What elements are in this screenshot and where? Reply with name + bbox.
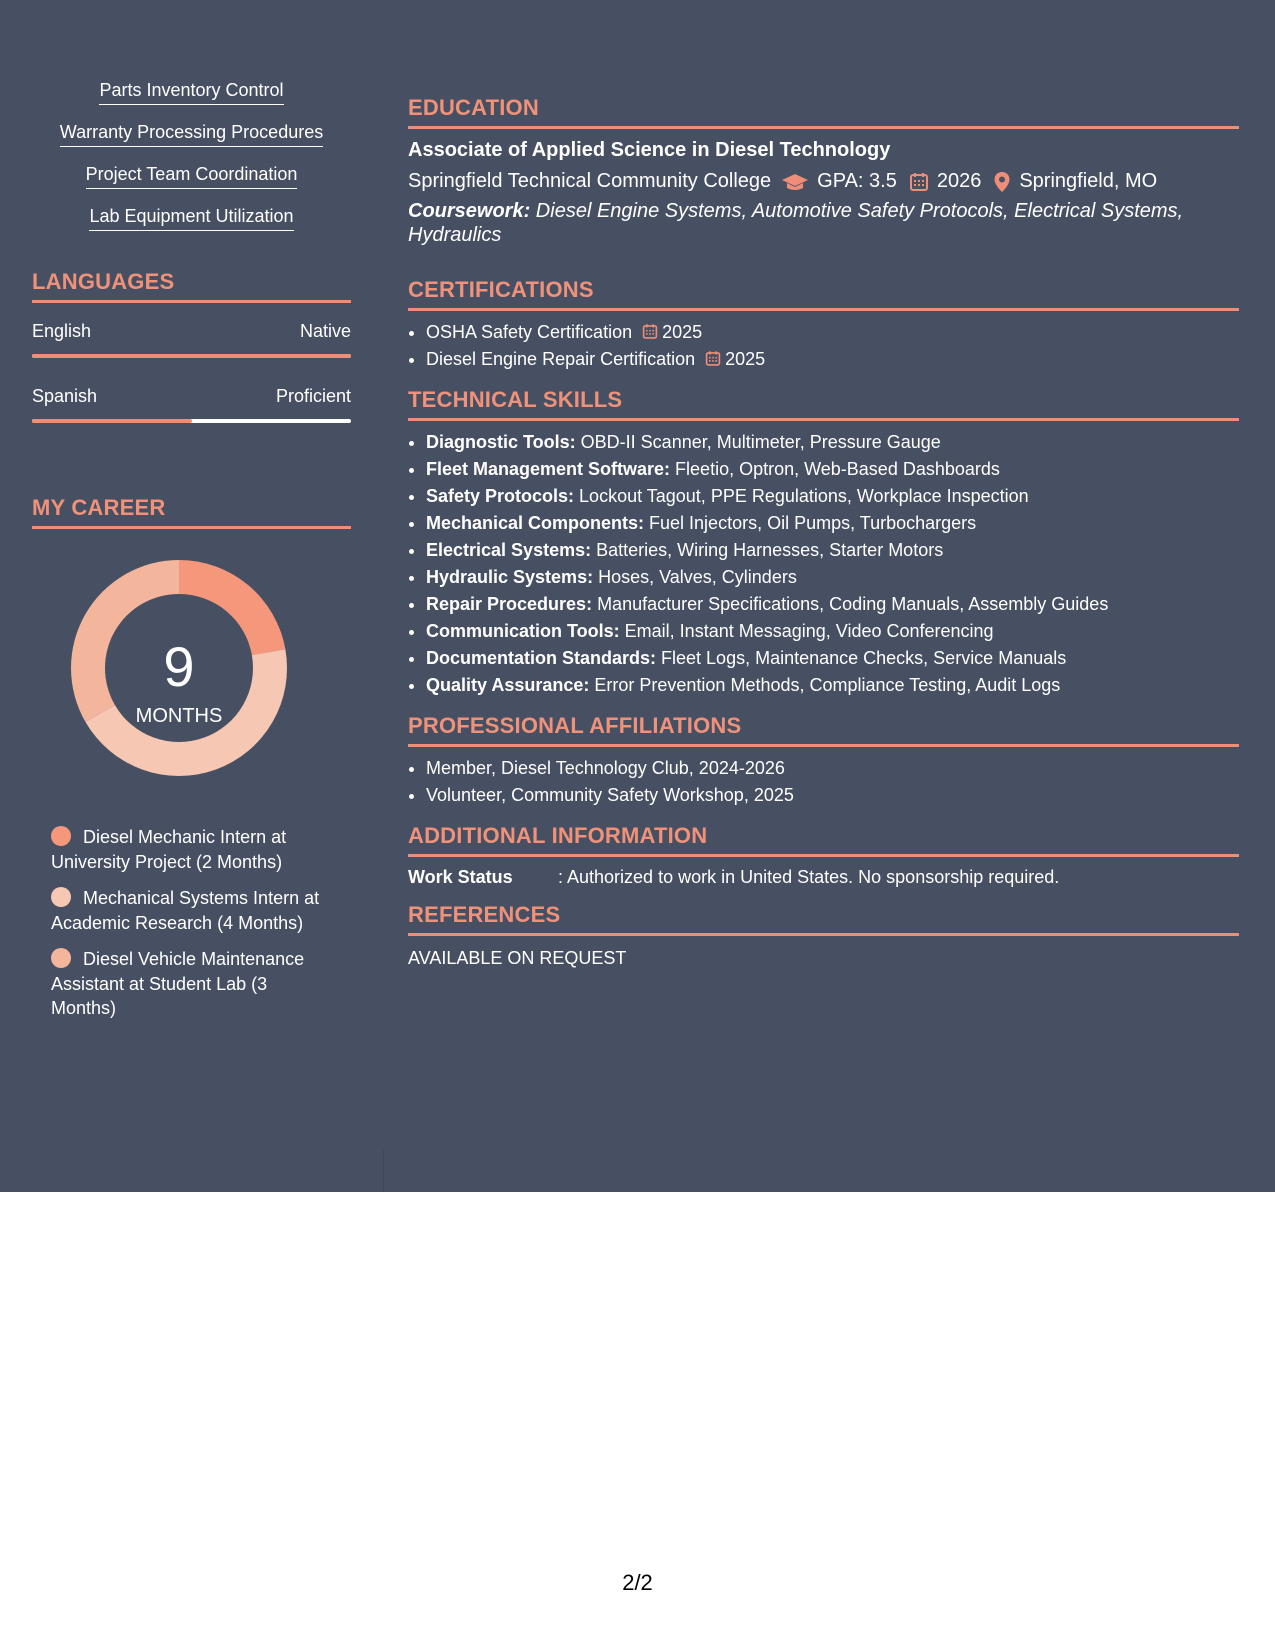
language-proficiency-fill	[32, 354, 351, 358]
skill-item	[32, 122, 351, 147]
technical-skill-item	[426, 537, 1239, 564]
language-level: Native	[299, 321, 351, 341]
skill-label: Project Team Coordination	[86, 164, 298, 189]
legend-dot-icon	[51, 887, 71, 907]
technical-skill-item	[426, 564, 1239, 591]
calendar-icon	[705, 350, 721, 367]
skill-category: Hydraulic Systems:	[426, 567, 594, 587]
education-details	[408, 170, 1239, 193]
skill-category: Communication Tools:	[426, 621, 620, 641]
skill-values: OBD-II Scanner, Multimeter, Pressure Gauge	[575, 432, 941, 452]
skill-values: Email, Instant Messaging, Video Conferencing	[619, 621, 994, 641]
calendar-icon	[642, 323, 658, 340]
career-legend-item	[51, 947, 321, 1021]
skill-values: Batteries, Wiring Harnesses, Starter Motors	[591, 540, 944, 560]
certification-item	[426, 346, 1239, 373]
affiliations-list	[408, 755, 1239, 809]
education-section	[408, 95, 1239, 247]
certification-year: 2025	[662, 322, 703, 342]
affiliations-section	[408, 713, 1239, 809]
school-location: Springfield, MO	[1019, 170, 1158, 192]
skill-category: Repair Procedures:	[426, 594, 593, 614]
career-legend	[32, 825, 351, 1021]
skill-category: Safety Protocols:	[426, 486, 575, 506]
career-unit: MONTHS	[135, 705, 223, 727]
skill-category: Documentation Standards:	[426, 648, 657, 668]
skill-item	[32, 164, 351, 189]
gpa: GPA: 3.5	[817, 170, 897, 192]
technical-skill-item	[426, 483, 1239, 510]
technical-skill-item	[426, 591, 1239, 618]
technical-skills-title: TECHNICAL SKILLS	[408, 387, 1239, 421]
technical-skill-item	[426, 645, 1239, 672]
work-status-label: Work Status	[408, 867, 513, 887]
technical-skill-item	[426, 429, 1239, 456]
skill-values: Error Prevention Methods, Compliance Testing, Audit Logs	[589, 675, 1061, 695]
calendar-icon	[909, 172, 929, 192]
skill-values: Manufacturer Specifications, Coding Manuals, Assembly Guides	[592, 594, 1109, 614]
graduation-year: 2026	[936, 170, 982, 192]
affiliation-item: • Member, Diesel Technology Club, 2024-2026	[426, 755, 1239, 782]
donut-slice-1	[179, 560, 285, 655]
language-proficiency-fill	[32, 419, 192, 423]
coursework-list: Diesel Engine Systems, Automotive Safety Protocols, Electrical Systems, Hydraulics	[408, 200, 1184, 246]
skill-values: Hoses, Valves, Cylinders	[593, 567, 797, 587]
career-legend-item	[51, 886, 321, 935]
skill-label: Warranty Processing Procedures	[60, 122, 323, 147]
skill-category: Diagnostic Tools:	[426, 432, 576, 452]
language-proficiency-bar	[32, 419, 351, 423]
references-title: REFERENCES	[408, 902, 1239, 936]
skill-values: Fuel Injectors, Oil Pumps, Turbochargers	[644, 513, 977, 533]
career-legend-item	[51, 825, 321, 874]
certification-name: Diesel Engine Repair Certification	[426, 349, 696, 369]
certifications-section	[408, 277, 1239, 373]
degree-title: Associate of Applied Science in Diesel Technology	[408, 139, 891, 161]
additional-info-title: ADDITIONAL INFORMATION	[408, 823, 1239, 857]
skill-label: Lab Equipment Utilization	[89, 206, 293, 231]
skill-values: Fleetio, Optron, Web-Based Dashboards	[670, 459, 1000, 479]
language-name: Spanish	[32, 386, 98, 406]
career-total: 9	[163, 635, 195, 698]
technical-skills-list	[408, 429, 1239, 699]
technical-skill-item	[426, 510, 1239, 537]
work-status-value: : Authorized to work in United States. No sponsorship required.	[558, 867, 1060, 887]
technical-skill-item	[426, 456, 1239, 483]
main-content	[408, 95, 1239, 983]
affiliations-title: PROFESSIONAL AFFILIATIONS	[408, 713, 1239, 747]
certification-name: OSHA Safety Certification	[426, 322, 633, 342]
skill-values: Lockout Tagout, PPE Regulations, Workplace Inspection	[574, 486, 1029, 506]
skill-category: Electrical Systems:	[426, 540, 592, 560]
career-legend-label: Diesel Vehicle Maintenance Assistant at Student Lab (3 Months)	[51, 949, 305, 1018]
skills-list	[32, 80, 351, 231]
graduation-cap-icon	[781, 172, 809, 192]
technical-skill-item	[426, 672, 1239, 699]
technical-skill-item	[426, 618, 1239, 645]
legend-dot-icon	[51, 948, 71, 968]
skill-category: Fleet Management Software:	[426, 459, 671, 479]
page-number: 2/2	[622, 1570, 653, 1595]
skill-item	[32, 206, 351, 231]
certification-item	[426, 319, 1239, 346]
skill-label: Parts Inventory Control	[99, 80, 283, 105]
skill-category: Mechanical Components:	[426, 513, 645, 533]
work-status-row	[408, 867, 1239, 888]
career-legend-label: Mechanical Systems Intern at Academic Research (4 Months)	[51, 888, 320, 933]
references-text: AVAILABLE ON REQUEST	[408, 948, 627, 968]
certifications-list	[408, 319, 1239, 373]
additional-info-section	[408, 823, 1239, 888]
career-donut-chart	[32, 539, 351, 789]
school-name: Springfield Technical Community College	[408, 170, 772, 192]
language-level: Proficient	[275, 386, 351, 406]
languages-title: LANGUAGES	[32, 269, 351, 303]
skill-category: Quality Assurance:	[426, 675, 590, 695]
legend-dot-icon	[51, 826, 71, 846]
skill-values: Fleet Logs, Maintenance Checks, Service Manuals	[656, 648, 1067, 668]
location-pin-icon	[993, 171, 1011, 193]
language-item	[32, 386, 351, 423]
sidebar	[32, 80, 351, 1033]
career-title: MY CAREER	[32, 495, 351, 529]
references-section	[408, 902, 1239, 969]
career-legend-label: Diesel Mechanic Intern at University Project (2 Months)	[51, 827, 287, 872]
languages-section	[32, 269, 351, 423]
certification-year: 2025	[725, 349, 766, 369]
technical-skills-section	[408, 387, 1239, 699]
coursework	[408, 199, 1239, 247]
career-section	[32, 495, 351, 1021]
coursework-label: Coursework:	[408, 200, 531, 222]
skill-item	[32, 80, 351, 105]
column-divider	[383, 1150, 384, 1192]
affiliation-item: • Volunteer, Community Safety Workshop, 2025	[426, 782, 1239, 809]
language-item	[32, 321, 351, 358]
certifications-title: CERTIFICATIONS	[408, 277, 1239, 311]
language-name: English	[32, 321, 92, 341]
education-title: EDUCATION	[408, 95, 1239, 129]
language-proficiency-bar	[32, 354, 351, 358]
